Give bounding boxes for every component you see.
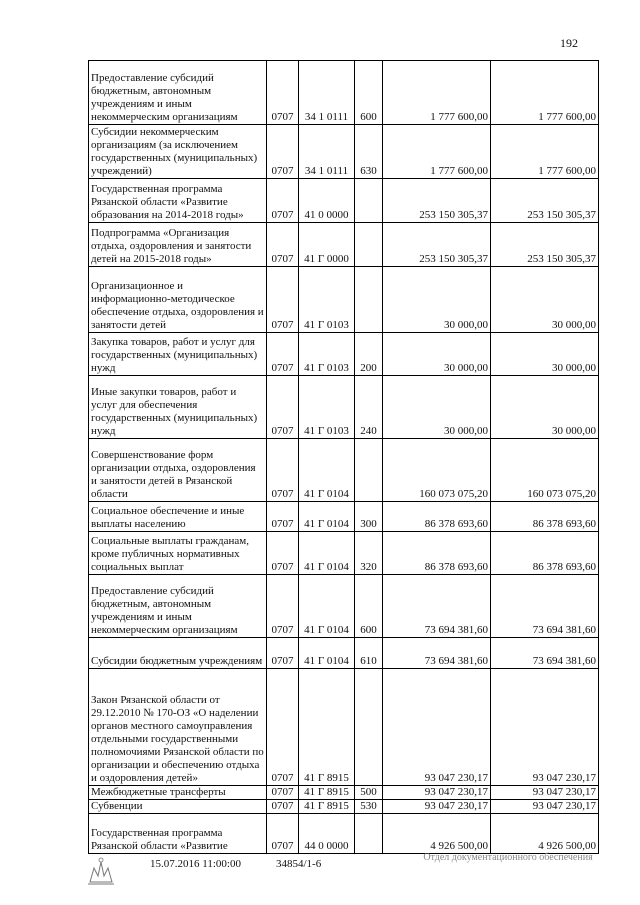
row-section-code-text: 0707 [271, 800, 294, 812]
budget-table [88, 60, 599, 854]
row-amount-2-text: 86 378 693,60 [532, 561, 596, 573]
row-name [89, 223, 267, 267]
row-amount-1 [383, 800, 491, 814]
row-amount-1-text: 86 378 693,60 [424, 518, 488, 530]
row-target-code-text: 41 Г 8915 [304, 786, 349, 798]
row-section-code-text: 0707 [271, 111, 294, 123]
row-amount-2 [491, 61, 599, 125]
row-target-code [299, 800, 355, 814]
row-name [89, 439, 267, 502]
row-section-code [267, 638, 299, 669]
row-name-text: Субсидии некоммерческим организациям (за исключением государственных (муниципальных) учреждений) [91, 126, 258, 177]
row-name-text: Закупка товаров, работ и услуг для государственных (муниципальных) нужд [91, 336, 258, 374]
row-name-text: Межбюджетные трансферты [91, 786, 226, 798]
row-expense-type [355, 267, 383, 333]
row-expense-type-text: 600 [360, 111, 377, 123]
row-expense-type [355, 125, 383, 179]
row-name-text: Социальное обеспечение и иные выплаты населению [91, 505, 245, 530]
row-amount-1 [383, 439, 491, 502]
row-section-code-text: 0707 [271, 425, 294, 437]
row-name [89, 786, 267, 800]
row-amount-1-text: 4 926 500,00 [430, 840, 488, 852]
row-target-code [299, 267, 355, 333]
row-target-code-text: 41 Г 0103 [304, 425, 349, 437]
row-name [89, 502, 267, 532]
row-target-code [299, 532, 355, 575]
row-section-code-text: 0707 [271, 624, 294, 636]
row-amount-2-text: 93 047 230,17 [532, 800, 596, 812]
table-row [89, 786, 599, 800]
row-name-text: Субсидии бюджетным учреждениям [91, 655, 263, 667]
row-target-code-text: 44 0 0000 [304, 840, 349, 852]
row-section-code-text: 0707 [271, 655, 294, 667]
row-amount-1-text: 73 694 381,60 [424, 624, 488, 636]
row-expense-type-text: 320 [360, 561, 377, 573]
row-target-code-text: 41 Г 0104 [304, 561, 349, 573]
row-name-text: Предоставление субсидий бюджетным, автономным учреждениям и иным некоммерческим организациям [91, 585, 238, 636]
table-row [89, 439, 599, 502]
row-target-code [299, 61, 355, 125]
row-target-code-text: 41 Г 8915 [304, 772, 349, 784]
row-name-text: Подпрограмма «Организация отдыха, оздоровления и занятости детей на 2015-2018 годы» [91, 227, 252, 265]
table-row [89, 223, 599, 267]
row-section-code-text: 0707 [271, 561, 294, 573]
row-amount-2-text: 253 150 305,37 [527, 209, 596, 221]
footer-doc-number: 34854/1-6 [276, 858, 322, 870]
page-footer [0, 852, 640, 892]
row-name [89, 800, 267, 814]
row-section-code [267, 502, 299, 532]
row-name [89, 814, 267, 854]
row-section-code [267, 61, 299, 125]
row-amount-2 [491, 125, 599, 179]
row-expense-type [355, 532, 383, 575]
row-amount-2-text: 253 150 305,37 [527, 253, 596, 265]
row-target-code-text: 41 0 0000 [304, 209, 349, 221]
row-expense-type-text: 600 [360, 624, 377, 636]
row-amount-2-text: 93 047 230,17 [532, 772, 596, 784]
row-expense-type-text: 200 [360, 362, 377, 374]
row-expense-type [355, 814, 383, 854]
row-expense-type [355, 502, 383, 532]
row-expense-type [355, 439, 383, 502]
row-section-code [267, 439, 299, 502]
row-section-code [267, 125, 299, 179]
row-name [89, 179, 267, 223]
row-amount-2 [491, 223, 599, 267]
row-expense-type-text: 240 [360, 425, 377, 437]
row-section-code [267, 267, 299, 333]
row-amount-2-text: 1 777 600,00 [538, 111, 596, 123]
row-expense-type [355, 575, 383, 638]
row-target-code [299, 125, 355, 179]
row-expense-type [355, 179, 383, 223]
row-expense-type-text: 300 [360, 518, 377, 530]
row-target-code [299, 502, 355, 532]
row-section-code [267, 532, 299, 575]
row-target-code [299, 814, 355, 854]
row-section-code-text: 0707 [271, 488, 294, 500]
row-amount-2 [491, 575, 599, 638]
row-expense-type [355, 223, 383, 267]
row-amount-2 [491, 439, 599, 502]
row-target-code [299, 439, 355, 502]
row-target-code [299, 223, 355, 267]
row-amount-2 [491, 532, 599, 575]
row-name [89, 575, 267, 638]
stamp-logo-icon [84, 854, 118, 886]
row-amount-1-text: 73 694 381,60 [424, 655, 488, 667]
row-amount-2-text: 160 073 075,20 [527, 488, 596, 500]
row-amount-1-text: 253 150 305,37 [419, 253, 488, 265]
row-name-text: Предоставление субсидий бюджетным, автономным учреждениям и иным некоммерческим организациям [91, 72, 238, 123]
row-name-text: Организационное и информационно-методическое обеспечение отдыха, оздоровления и занятости детей [91, 280, 264, 331]
row-section-code [267, 179, 299, 223]
table-row [89, 669, 599, 786]
row-amount-2 [491, 814, 599, 854]
row-section-code [267, 786, 299, 800]
footer-date: 15.07.2016 11:00:00 [150, 858, 241, 870]
row-target-code [299, 376, 355, 439]
row-amount-1-text: 253 150 305,37 [419, 209, 488, 221]
row-amount-2 [491, 669, 599, 786]
row-name [89, 638, 267, 669]
row-section-code [267, 376, 299, 439]
row-amount-2 [491, 376, 599, 439]
row-amount-2-text: 93 047 230,17 [532, 786, 596, 798]
row-name-text: Государственная программа Рязанской области «Развитие [91, 827, 228, 852]
row-name-text: Совершенствование форм организации отдыха, оздоровления и занятости детей в Рязанской области [91, 449, 256, 500]
row-amount-2 [491, 800, 599, 814]
row-target-code-text: 41 Г 0103 [304, 362, 349, 374]
table-row [89, 376, 599, 439]
table-row [89, 532, 599, 575]
row-target-code [299, 786, 355, 800]
row-amount-1 [383, 333, 491, 376]
row-target-code-text: 41 Г 0104 [304, 518, 349, 530]
row-expense-type [355, 800, 383, 814]
row-amount-2-text: 86 378 693,60 [532, 518, 596, 530]
row-amount-1-text: 93 047 230,17 [424, 786, 488, 798]
row-target-code-text: 41 Г 0104 [304, 624, 349, 636]
row-name [89, 333, 267, 376]
row-name [89, 376, 267, 439]
row-target-code-text: 41 Г 8915 [304, 800, 349, 812]
row-target-code [299, 333, 355, 376]
row-amount-2 [491, 502, 599, 532]
row-amount-1-text: 86 378 693,60 [424, 561, 488, 573]
row-expense-type-text: 530 [360, 800, 377, 812]
row-amount-1 [383, 532, 491, 575]
table-row [89, 125, 599, 179]
table-row [89, 502, 599, 532]
row-amount-2-text: 4 926 500,00 [538, 840, 596, 852]
row-expense-type [355, 786, 383, 800]
row-amount-2-text: 30 000,00 [552, 319, 596, 331]
row-target-code-text: 41 Г 0000 [304, 253, 349, 265]
row-target-code [299, 179, 355, 223]
row-amount-1-text: 93 047 230,17 [424, 800, 488, 812]
table-row [89, 179, 599, 223]
row-amount-1-text: 1 777 600,00 [430, 111, 488, 123]
row-amount-1 [383, 376, 491, 439]
table-row [89, 638, 599, 669]
row-section-code-text: 0707 [271, 319, 294, 331]
row-section-code-text: 0707 [271, 786, 294, 798]
row-amount-1 [383, 669, 491, 786]
row-amount-1 [383, 814, 491, 854]
row-target-code-text: 34 1 0111 [304, 165, 349, 177]
row-target-code [299, 669, 355, 786]
row-name-text: Субвенции [91, 800, 143, 812]
row-amount-1-text: 93 047 230,17 [424, 772, 488, 784]
row-section-code-text: 0707 [271, 253, 294, 265]
row-amount-1 [383, 575, 491, 638]
row-amount-2 [491, 638, 599, 669]
row-expense-type [355, 669, 383, 786]
row-expense-type [355, 61, 383, 125]
row-amount-2-text: 1 777 600,00 [538, 165, 596, 177]
row-name [89, 267, 267, 333]
row-amount-1 [383, 638, 491, 669]
row-name [89, 61, 267, 125]
table-row [89, 800, 599, 814]
row-amount-1 [383, 125, 491, 179]
row-expense-type [355, 333, 383, 376]
row-amount-2-text: 73 694 381,60 [532, 655, 596, 667]
row-section-code [267, 814, 299, 854]
footer-department: Отдел документационного обеспечения [423, 852, 593, 863]
row-expense-type [355, 638, 383, 669]
table-row [89, 575, 599, 638]
row-name-text: Закон Рязанской области от 29.12.2010 № 170-ОЗ «О наделении органов местного самоуправления отдельными государственными полномочиями Рязанской области по организации и обеспечению отдыха и оздоровления детей» [91, 694, 264, 784]
row-amount-1 [383, 179, 491, 223]
row-section-code-text: 0707 [271, 165, 294, 177]
row-name [89, 125, 267, 179]
row-amount-1-text: 30 000,00 [444, 425, 488, 437]
row-section-code-text: 0707 [271, 772, 294, 784]
row-amount-1 [383, 61, 491, 125]
page-number: 192 [560, 36, 578, 50]
row-amount-1 [383, 502, 491, 532]
row-amount-2-text: 73 694 381,60 [532, 624, 596, 636]
row-target-code [299, 638, 355, 669]
table-row [89, 333, 599, 376]
row-name-text: Иные закупки товаров, работ и услуг для обеспечения государственных (муниципальных) нужд [91, 386, 258, 437]
row-section-code-text: 0707 [271, 362, 294, 374]
row-amount-1 [383, 223, 491, 267]
row-amount-1-text: 30 000,00 [444, 362, 488, 374]
row-expense-type-text: 500 [360, 786, 377, 798]
row-expense-type [355, 376, 383, 439]
row-amount-2 [491, 333, 599, 376]
row-amount-1 [383, 267, 491, 333]
row-target-code-text: 34 1 0111 [304, 111, 349, 123]
row-amount-2 [491, 267, 599, 333]
row-section-code [267, 800, 299, 814]
row-expense-type-text: 630 [360, 165, 377, 177]
row-section-code-text: 0707 [271, 518, 294, 530]
row-amount-1 [383, 786, 491, 800]
row-amount-1-text: 1 777 600,00 [430, 165, 488, 177]
row-target-code [299, 575, 355, 638]
row-section-code [267, 223, 299, 267]
table-row [89, 61, 599, 125]
row-amount-1-text: 160 073 075,20 [419, 488, 488, 500]
row-name-text: Социальные выплаты гражданам, кроме публичных нормативных социальных выплат [91, 535, 249, 573]
row-amount-2-text: 30 000,00 [552, 362, 596, 374]
row-amount-2 [491, 786, 599, 800]
row-expense-type-text: 610 [360, 655, 377, 667]
table-row [89, 267, 599, 333]
row-section-code-text: 0707 [271, 840, 294, 852]
row-target-code-text: 41 Г 0104 [304, 488, 349, 500]
row-name [89, 532, 267, 575]
row-amount-2-text: 30 000,00 [552, 425, 596, 437]
row-amount-1-text: 30 000,00 [444, 319, 488, 331]
row-section-code-text: 0707 [271, 209, 294, 221]
row-name-text: Государственная программа Рязанской области «Развитие образования на 2014-2018 годы» [91, 183, 244, 221]
row-section-code [267, 669, 299, 786]
row-section-code [267, 575, 299, 638]
row-name [89, 669, 267, 786]
row-target-code-text: 41 Г 0103 [304, 319, 349, 331]
row-target-code-text: 41 Г 0104 [304, 655, 349, 667]
row-amount-2 [491, 179, 599, 223]
row-section-code [267, 333, 299, 376]
table-row [89, 814, 599, 854]
